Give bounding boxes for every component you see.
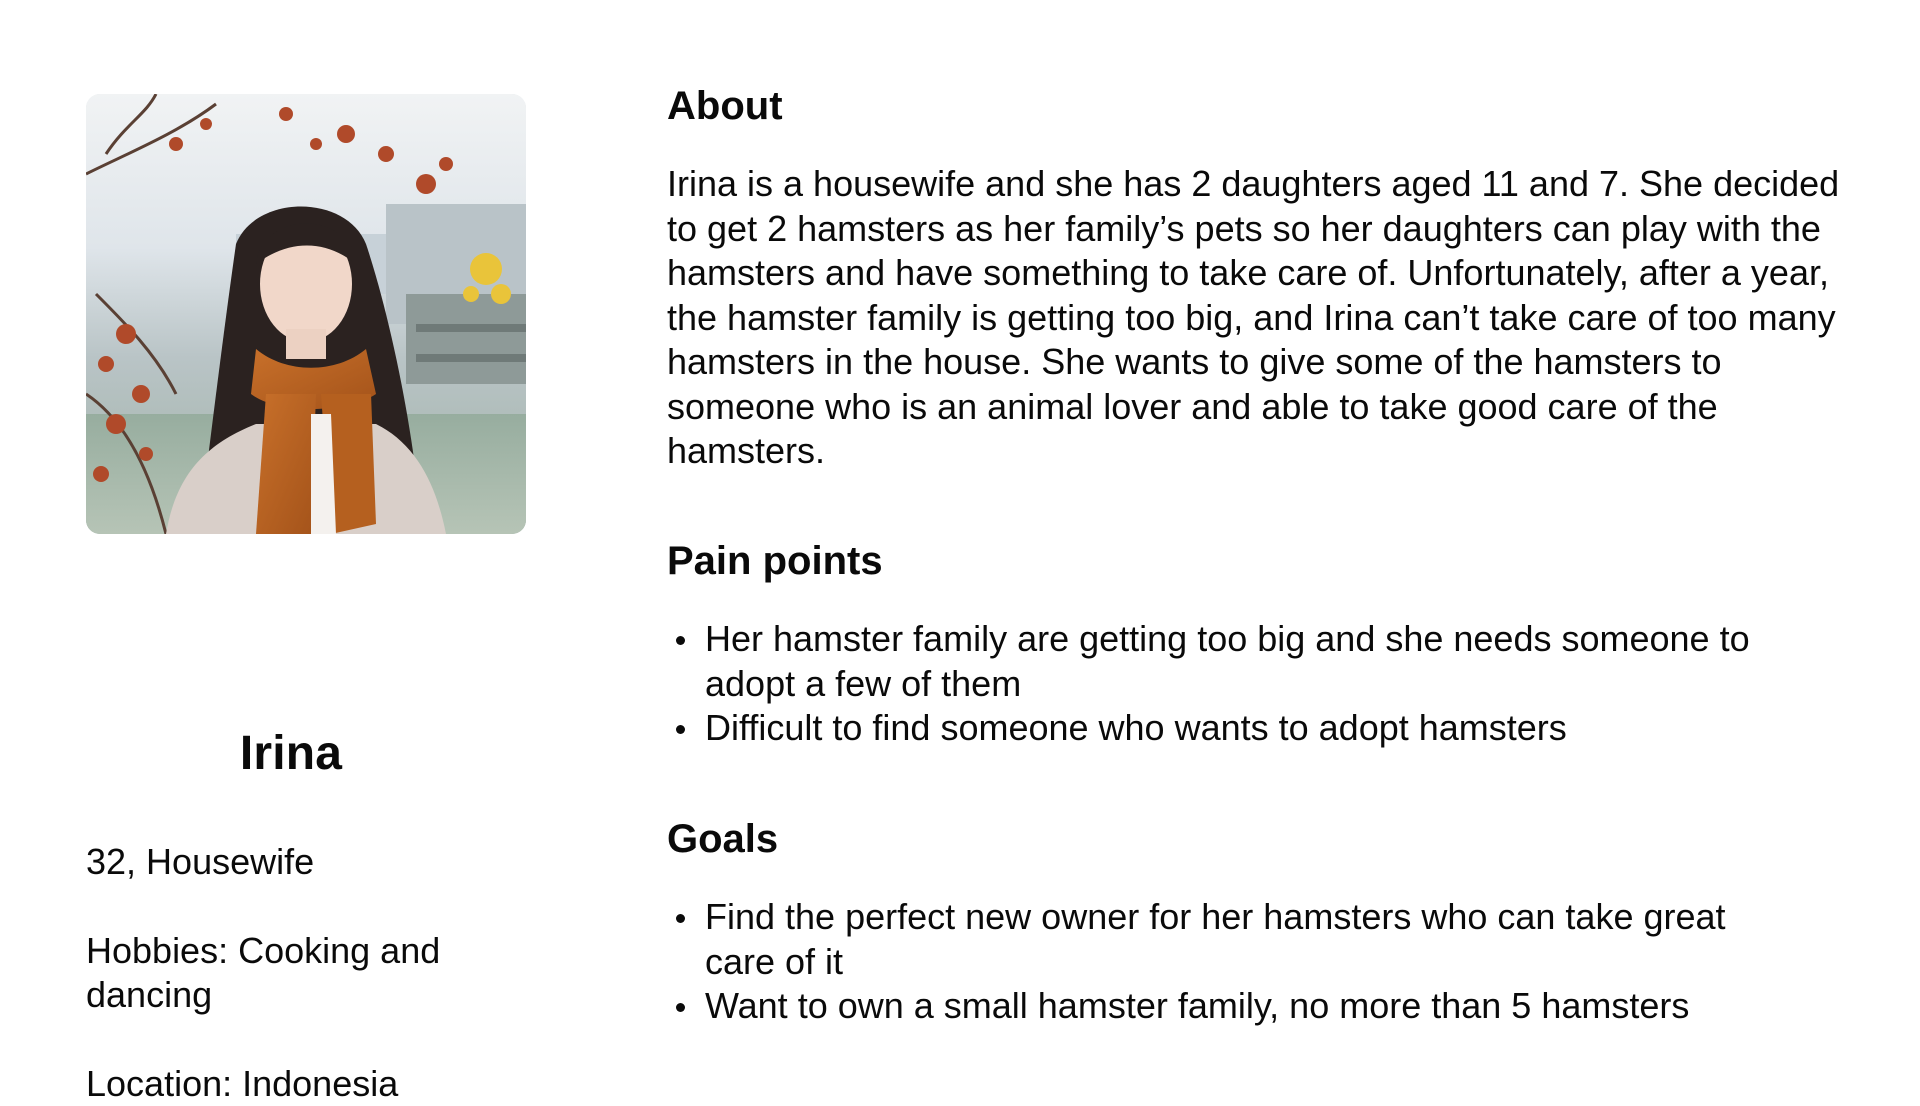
goals-list (667, 895, 1827, 1029)
persona-name: Irina (239, 727, 343, 780)
goals-heading: Goals (667, 817, 779, 861)
pain-points-list (667, 617, 1827, 751)
list-item: Her hamster family are getting too big and she needs someone to adopt a few of them (667, 617, 1785, 706)
person-photo-icon (86, 94, 526, 534)
persona-hobbies: Hobbies: Cooking and dancing (86, 930, 441, 1015)
pain-points-heading: Pain points (667, 539, 883, 583)
persona-location: Location: Indonesia (86, 1063, 399, 1104)
about-heading: About (667, 84, 783, 128)
list-item: Difficult to find someone who wants to adopt hamsters (667, 706, 1785, 751)
persona-age-occupation: 32, Housewife (86, 841, 315, 882)
list-item: Want to own a small hamster family, no more than 5 hamsters (667, 984, 1785, 1029)
list-item: Find the perfect new owner for her hamsters who can take great care of it (667, 895, 1785, 984)
persona-photo (86, 94, 526, 534)
about-text: Irina is a housewife and she has 2 daughters aged 11 and 7. She decided to get 2 hamsters as her family’s pets so her daughters can play with the hamsters and have something to take care of. Unfortunately, after a year, the hamster family is getting too big, and Irina can’t take care of too many hamsters in the house. She wants to give some of the hamsters to someone who is an animal lover and able to take good care of the hamsters. (667, 163, 1840, 471)
